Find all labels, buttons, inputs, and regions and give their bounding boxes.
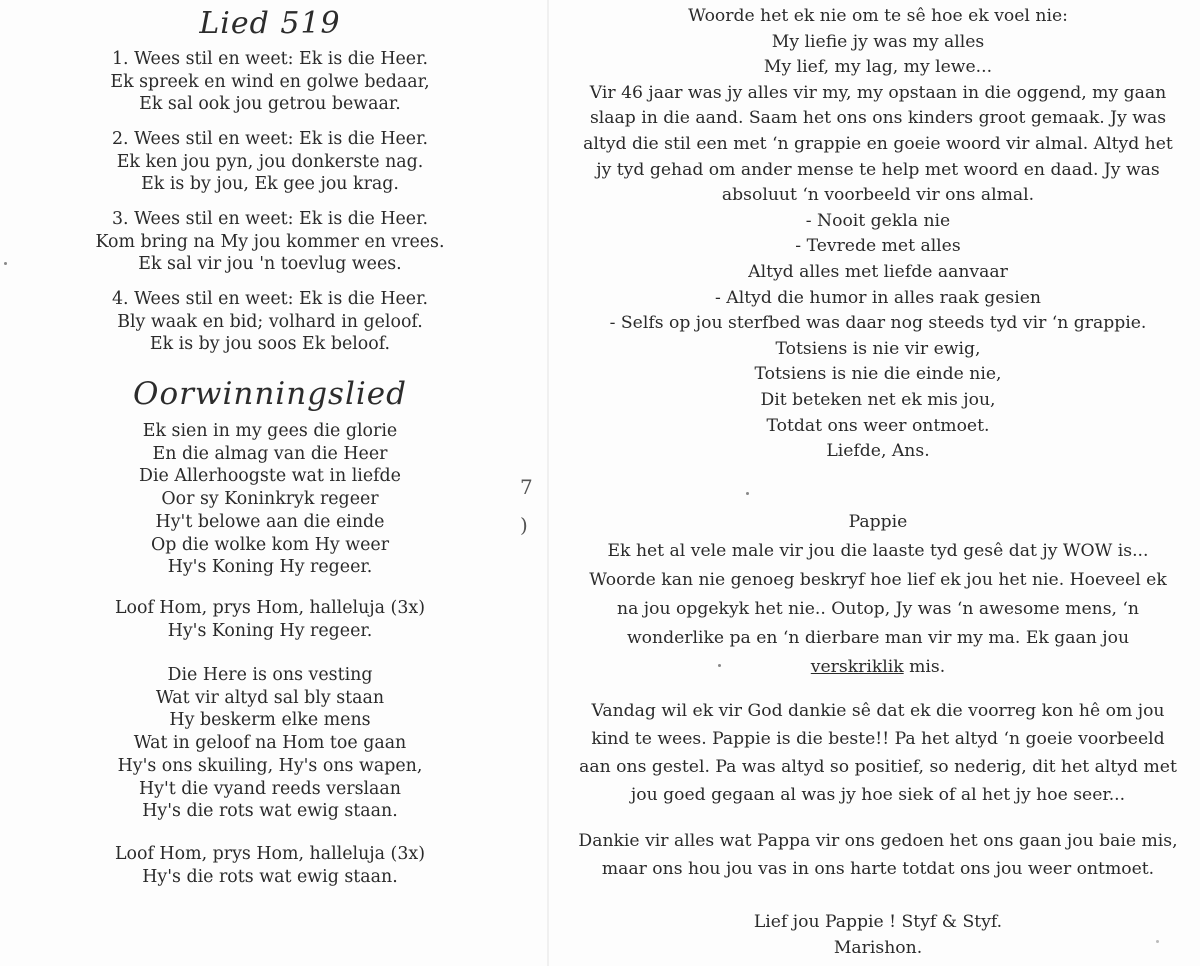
tribute-line: Vandag wil ek vir God dankie sê dat ek die voorreg kon hê om jou (591, 701, 1165, 721)
tribute-line: Totdat ons weer ontmoet. (766, 415, 990, 436)
tribute-line: wonderlike pa en ‘n dierbare man vir my ma. Ek gaan jou (626, 628, 1130, 648)
song-title-block (0, 376, 540, 412)
tribute-line: altyd die stil een met ‘n grappie en goeie woord vir almal. Altyd het (583, 133, 1173, 154)
hymn-title: Lied 519 (199, 6, 341, 41)
tribute-line: Totsiens is nie vir ewig, (775, 338, 981, 359)
tribute-line: absoluut ‘n voorbeeld vir ons almal. (721, 185, 1035, 206)
tribute-line (556, 653, 1200, 682)
tribute-line: aan ons gestel. Pa was altyd so positief, so nederig, dit het altyd met (579, 757, 1177, 777)
stanza-line: Hy't belowe aan die einde (155, 511, 385, 532)
tribute-ans (556, 4, 1200, 465)
stanza-line: Loof Hom, prys Hom, halleluja (3x) (114, 844, 426, 864)
verse-line: 2. Wees stil en weet: Ek is die Heer. (111, 129, 428, 149)
fold-mark: 7 (520, 475, 533, 499)
hymn-verse-1 (0, 48, 540, 116)
right-page (556, 0, 1200, 966)
fold-mark: ) (520, 513, 528, 537)
stanza-line: Hy's die rots wat ewig staan. (142, 801, 398, 822)
song-stanza-3 (0, 664, 540, 823)
line-rest: mis. (903, 657, 946, 677)
stanza-line: Op die wolke kom Hy weer (150, 534, 390, 555)
tribute-line: kind te wees. Pappie is die beste!! Pa het altyd ‘n goeie voorbeeld (591, 729, 1165, 749)
scan-speck (718, 664, 721, 667)
scan-speck (746, 492, 749, 495)
stanza-line: Hy beskerm elke mens (169, 710, 371, 731)
signature: Marishon. (833, 938, 923, 958)
verse-line: 3. Wees stil en weet: Ek is die Heer. (111, 209, 428, 229)
tribute-line: Dankie vir alles wat Pappa vir ons gedoen het ons gaan jou baie mis, (578, 831, 1178, 851)
tribute-line: Ek het al vele male vir jou die laaste tyd gesê dat jy WOW is... (607, 541, 1149, 561)
verse-line: Ek is by jou, Ek gee jou krag. (141, 174, 399, 194)
stanza-line: Wat in geloof na Hom toe gaan (133, 733, 407, 754)
tribute-marishon-p2 (556, 697, 1200, 809)
hymn-title-block (0, 6, 540, 41)
tribute-line: My lief, my lag, my lewe... (763, 57, 993, 78)
stanza-line: En die almag van die Heer (152, 443, 388, 464)
verse-line: 4. Wees stil en weet: Ek is die Heer. (111, 289, 428, 309)
tribute-line: maar ons hou jou vas in ons harte totdat ons jou weer ontmoet. (601, 859, 1155, 879)
tribute-line: Dit beteken net ek mis jou, (760, 389, 996, 410)
tribute-line: Totsiens is nie die einde nie, (754, 364, 1002, 385)
verse-line: Kom bring na My jou kommer en vrees. (95, 231, 445, 252)
stanza-line: Hy's ons skuiling, Hy's ons wapen, (117, 755, 423, 776)
tribute-line: - Nooit gekla nie (805, 210, 951, 231)
tribute-line: My liefie jy was my alles (771, 31, 985, 52)
song-stanza-2 (0, 597, 540, 642)
scan-speck (4, 262, 7, 265)
tribute-line: jou goed gegaan al was jy hoe siek of al het jy hoe seer... (630, 785, 1126, 805)
stanza-line: Ek sien in my gees die glorie (142, 421, 398, 441)
verse-line: Ek spreek en wind en golwe bedaar, (110, 71, 430, 92)
tribute-line: - Altyd die humor in alles raak gesien (715, 287, 1041, 308)
stanza-line: Hy's Koning Hy regeer. (167, 620, 373, 641)
stanza-line: Wat vir altyd sal bly staan (155, 687, 385, 708)
verse-line: Bly waak en bid; volhard in geloof. (117, 311, 423, 332)
tribute-marishon-p3 (556, 827, 1200, 883)
stanza-line: Die Allerhoogste wat in liefde (139, 466, 401, 487)
stanza-line: Hy's Koning Hy regeer. (167, 557, 373, 578)
scan-speck (1156, 940, 1159, 943)
tribute-line: Woorde het ek nie om te sê hoe ek voel nie: (688, 6, 1068, 26)
verse-line: Ek is by jou soos Ek beloof. (149, 334, 391, 354)
tribute-line: slaap in die aand. Saam het ons ons kinders groot gemaak. Jy was (589, 108, 1167, 129)
stanza-line: Hy's die rots wat ewig staan. (142, 866, 398, 887)
tribute-line: Altyd alles met liefde aanvaar (748, 261, 1008, 282)
verse-line: Ek sal ook jou getrou bewaar. (139, 94, 401, 114)
hymn-verse-2 (0, 128, 540, 196)
hymn-verse-4 (0, 288, 540, 356)
stanza-line: Die Here is ons vesting (167, 665, 373, 685)
tribute-marishon-p1 (556, 508, 1200, 682)
tribute-line: na jou opgekyk het nie.. Outop, Jy was ‘n awesome mens, ‘n (617, 599, 1139, 619)
tribute-line: Liefde, Ans. (826, 441, 930, 462)
verse-line: Ek sal vir jou 'n toevlug wees. (138, 254, 402, 274)
song-stanza-1 (0, 420, 540, 579)
underlined-word: verskriklik (810, 657, 904, 677)
verse-line: Ek ken jou pyn, jou donkerste nag. (116, 151, 424, 172)
tribute-heading: Pappie (848, 512, 908, 532)
tribute-line: jy tyd gehad om ander mense te help met woord en daad. Jy was (596, 159, 1160, 180)
tribute-line: - Tevrede met alles (795, 236, 961, 257)
song-title: Oorwinningslied (133, 376, 407, 412)
tribute-line: Woorde kan nie genoeg beskryf hoe lief ek jou het nie. Hoeveel ek (589, 570, 1167, 590)
tribute-line: Vir 46 jaar was jy alles vir my, my opstaan in die oggend, my gaan (589, 82, 1167, 103)
signoff-line: Lief jou Pappie ! Styf & Styf. (753, 912, 1003, 932)
verse-line: 1. Wees stil en weet: Ek is die Heer. (111, 49, 428, 69)
stanza-line: Hy't die vyand reeds verslaan (138, 778, 401, 799)
page-fold (547, 0, 549, 966)
tribute-line: - Selfs op jou sterfbed was daar nog steeds tyd vir ‘n grappie. (609, 313, 1147, 334)
song-stanza-4 (0, 843, 540, 888)
left-page (0, 0, 540, 966)
stanza-line: Loof Hom, prys Hom, halleluja (3x) (114, 598, 426, 618)
hymn-verse-3 (0, 208, 540, 276)
tribute-signoff (556, 909, 1200, 961)
stanza-line: Oor sy Koninkryk regeer (161, 489, 379, 510)
